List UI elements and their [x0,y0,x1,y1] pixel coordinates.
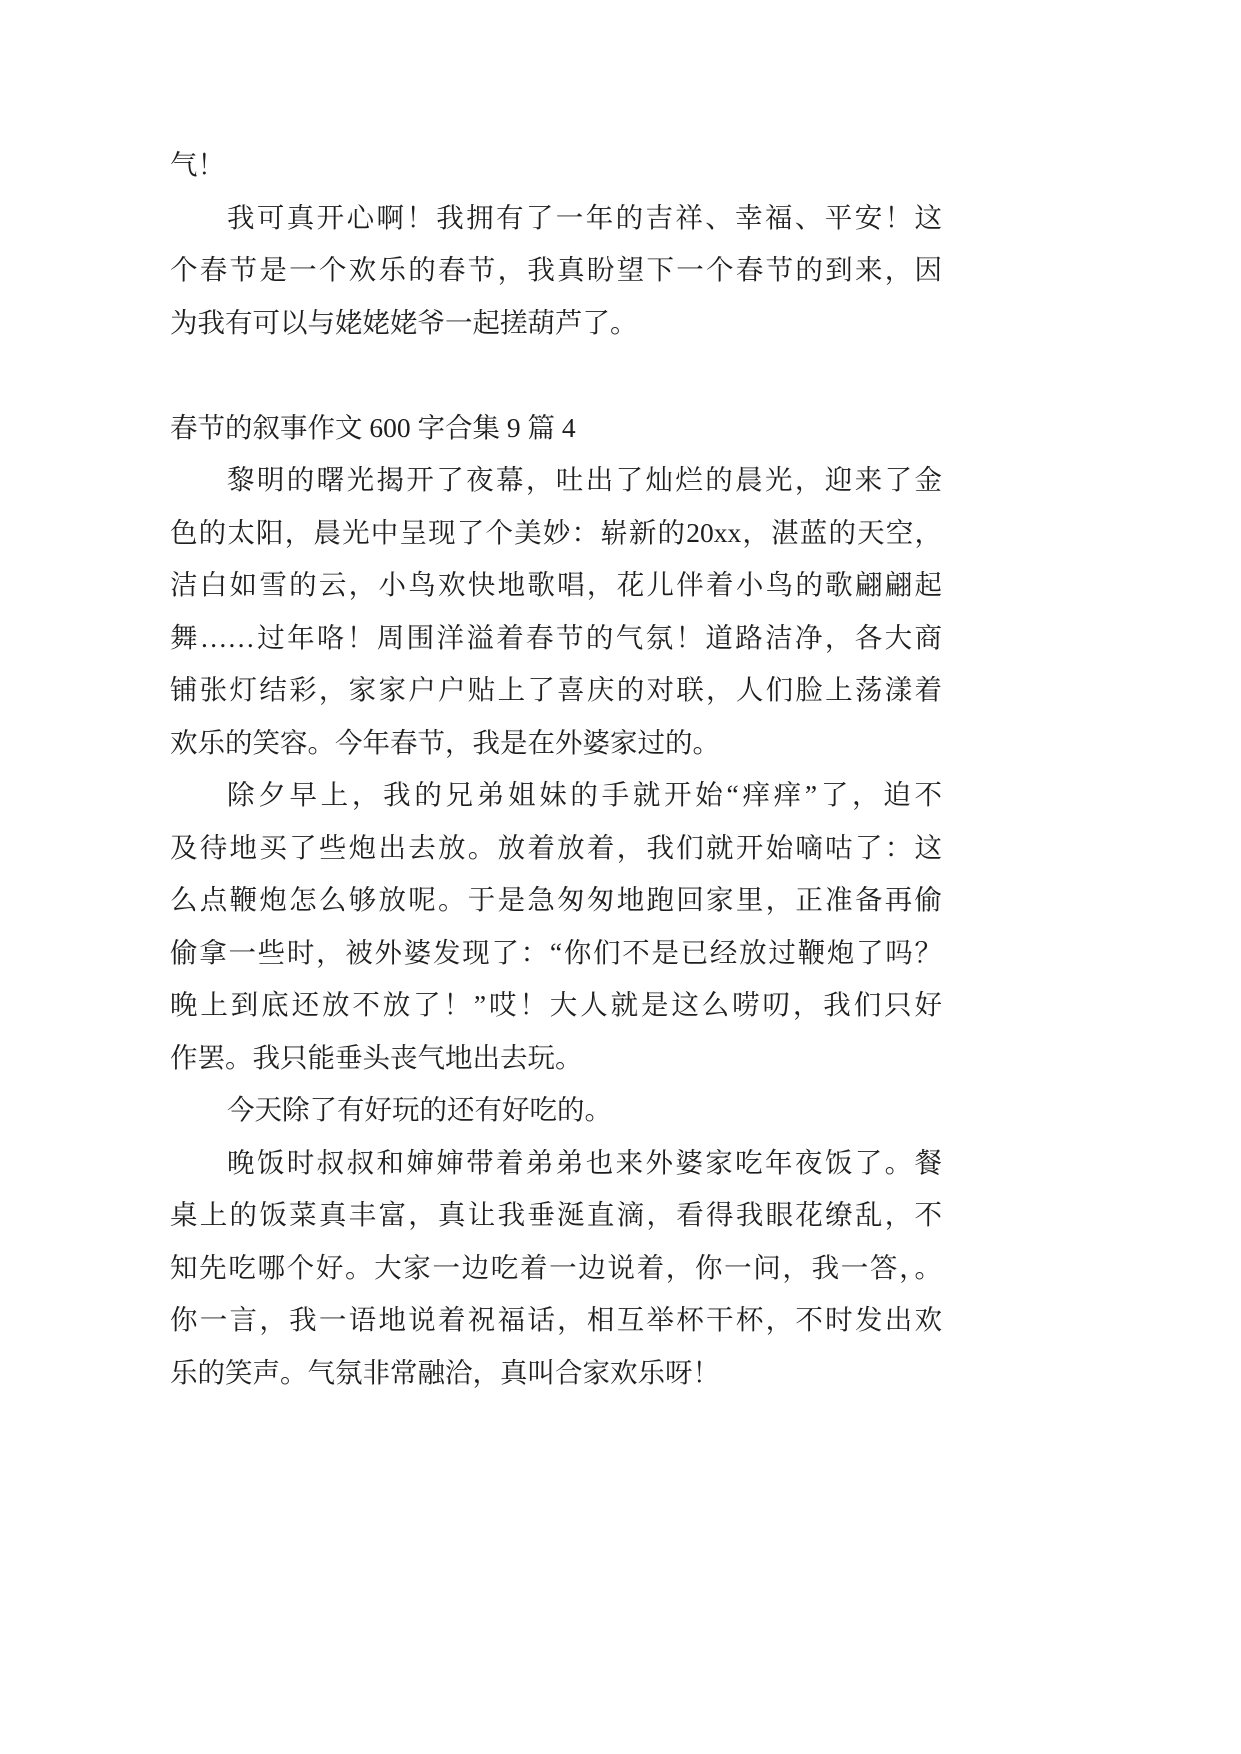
paragraph [170,454,942,769]
document-body [170,139,942,1399]
paragraph [170,769,942,1084]
text-line: 桌上的饭菜真丰富，真让我垂涎直滴，看得我眼花缭乱，不 [170,1199,942,1230]
text-line: 色的太阳，晨光中呈现了个美妙：崭新的20xx，湛蓝的天空， [170,516,942,548]
text-line: 气！ [170,149,225,180]
text-line: 知先吃哪个好。大家一边吃着一边说着，你一问，我一答，。 [170,1251,942,1283]
text-line: 偷拿一些时，被外婆发现了：“你们不是已经放过鞭炮了吗？ [170,936,942,968]
text-line: 除夕早上，我的兄弟姐妹的手就开始“痒痒”了，迫不 [227,779,942,810]
text-line: 乐的笑声。气氛非常融洽，真叫合家欢乐呀！ [170,1356,720,1388]
text-line: 及待地买了些炮出去放。放着放着，我们就开始嘀咕了：这 [170,831,942,863]
text-line: 舞……过年咯！周围洋溢着春节的气氛！道路洁净，各大商 [170,621,942,653]
essay-title: 春节的叙事作文 600 字合集 9 篇 4 [170,411,576,443]
text-line: 你一言，我一语地说着祝福话，相互举杯干杯，不时发出欢 [170,1304,942,1335]
text-line: 洁白如雪的云，小鸟欢快地歌唱，花儿伴着小鸟的歌翩翩起 [170,569,942,600]
text-line: 今天除了有好玩的还有好吃的。 [227,1094,612,1125]
text-line: 铺张灯结彩，家家户户贴上了喜庆的对联，人们脸上荡漾着 [170,674,942,705]
text-line: 欢乐的笑容。今年春节，我是在外婆家过的。 [170,726,720,758]
blank-line [170,349,942,402]
text-line: 黎明的曙光揭开了夜幕，吐出了灿烂的晨光，迎来了金 [227,464,942,495]
paragraph [170,1137,942,1400]
paragraph-continuation [170,139,942,192]
text-line: 晚上到底还放不放了！”哎！大人就是这么唠叨，我们只好 [170,989,942,1020]
text-line: 为我有可以与姥姥姥爷一起搓葫芦了。 [170,306,638,338]
text-line: 晚饭时叔叔和婶婶带着弟弟也来外婆家吃年夜饭了。餐 [227,1146,942,1178]
text-line: 我可真开心啊！我拥有了一年的吉祥、幸福、平安！这 [227,201,942,233]
text-line: 么点鞭炮怎么够放呢。于是急匆匆地跑回家里，正准备再偷 [170,884,942,915]
text-line: 个春节是一个欢乐的春节，我真盼望下一个春节的到来，因 [170,254,942,285]
text-line: 作罢。我只能垂头丧气地出去玩。 [170,1041,583,1073]
paragraph-closing [170,192,942,350]
paragraph [170,1084,942,1137]
